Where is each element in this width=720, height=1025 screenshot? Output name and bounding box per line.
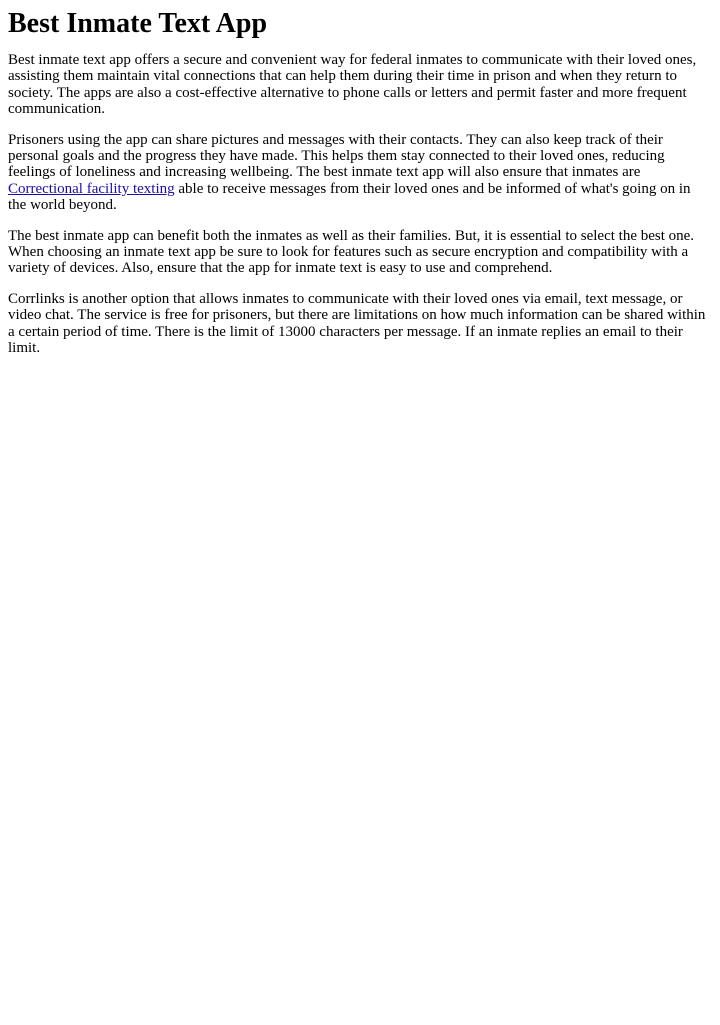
article-page — [0, 8, 720, 357]
correctional-facility-texting-link[interactable]: Correctional facility texting — [8, 180, 175, 197]
page-title: Best Inmate Text App — [8, 8, 268, 39]
paragraph-intro: Best inmate text app offers a secure and convenient way for federal inmates to communicate with their loved ones, assisting them maintain vital connections that can help them during their time in prison and when they return to society. The apps are also a cost-effective alternative to phone calls or letters and permit faster and more frequent communication. — [8, 52, 697, 118]
paragraph-corrlinks: Corrlinks is another option that allows inmates to communicate with their loved ones via email, text message, or video chat. The service is free for prisoners, but there are limitations on how much information can be shared within a certain period of time. There is the limit of 13000 characters per message. If an inmate replies an email to their limit. — [8, 290, 706, 357]
paragraph-benefits: The best inmate app can benefit both the inmates as well as their families. But, it is essential to select the best one. When choosing an inmate text app be sure to look for features such as secure encryption and compatibility with a variety of devices. Also, ensure that the app for inmate text is easy to use and comprehend. — [8, 227, 695, 277]
paragraph-features-text-after: able to receive messages from their loved ones and be informed of what's going on in the world beyond. — [8, 180, 691, 214]
paragraph-features-text-before: Prisoners using the app can share pictures and messages with their contacts. They can also keep track of their personal goals and the progress they have made. This helps them stay connected to their loved ones, reducing feelings of loneliness and increasing wellbeing. The best inmate text app will also ensure that inmates are — [8, 131, 665, 181]
paragraph-features — [8, 132, 712, 214]
